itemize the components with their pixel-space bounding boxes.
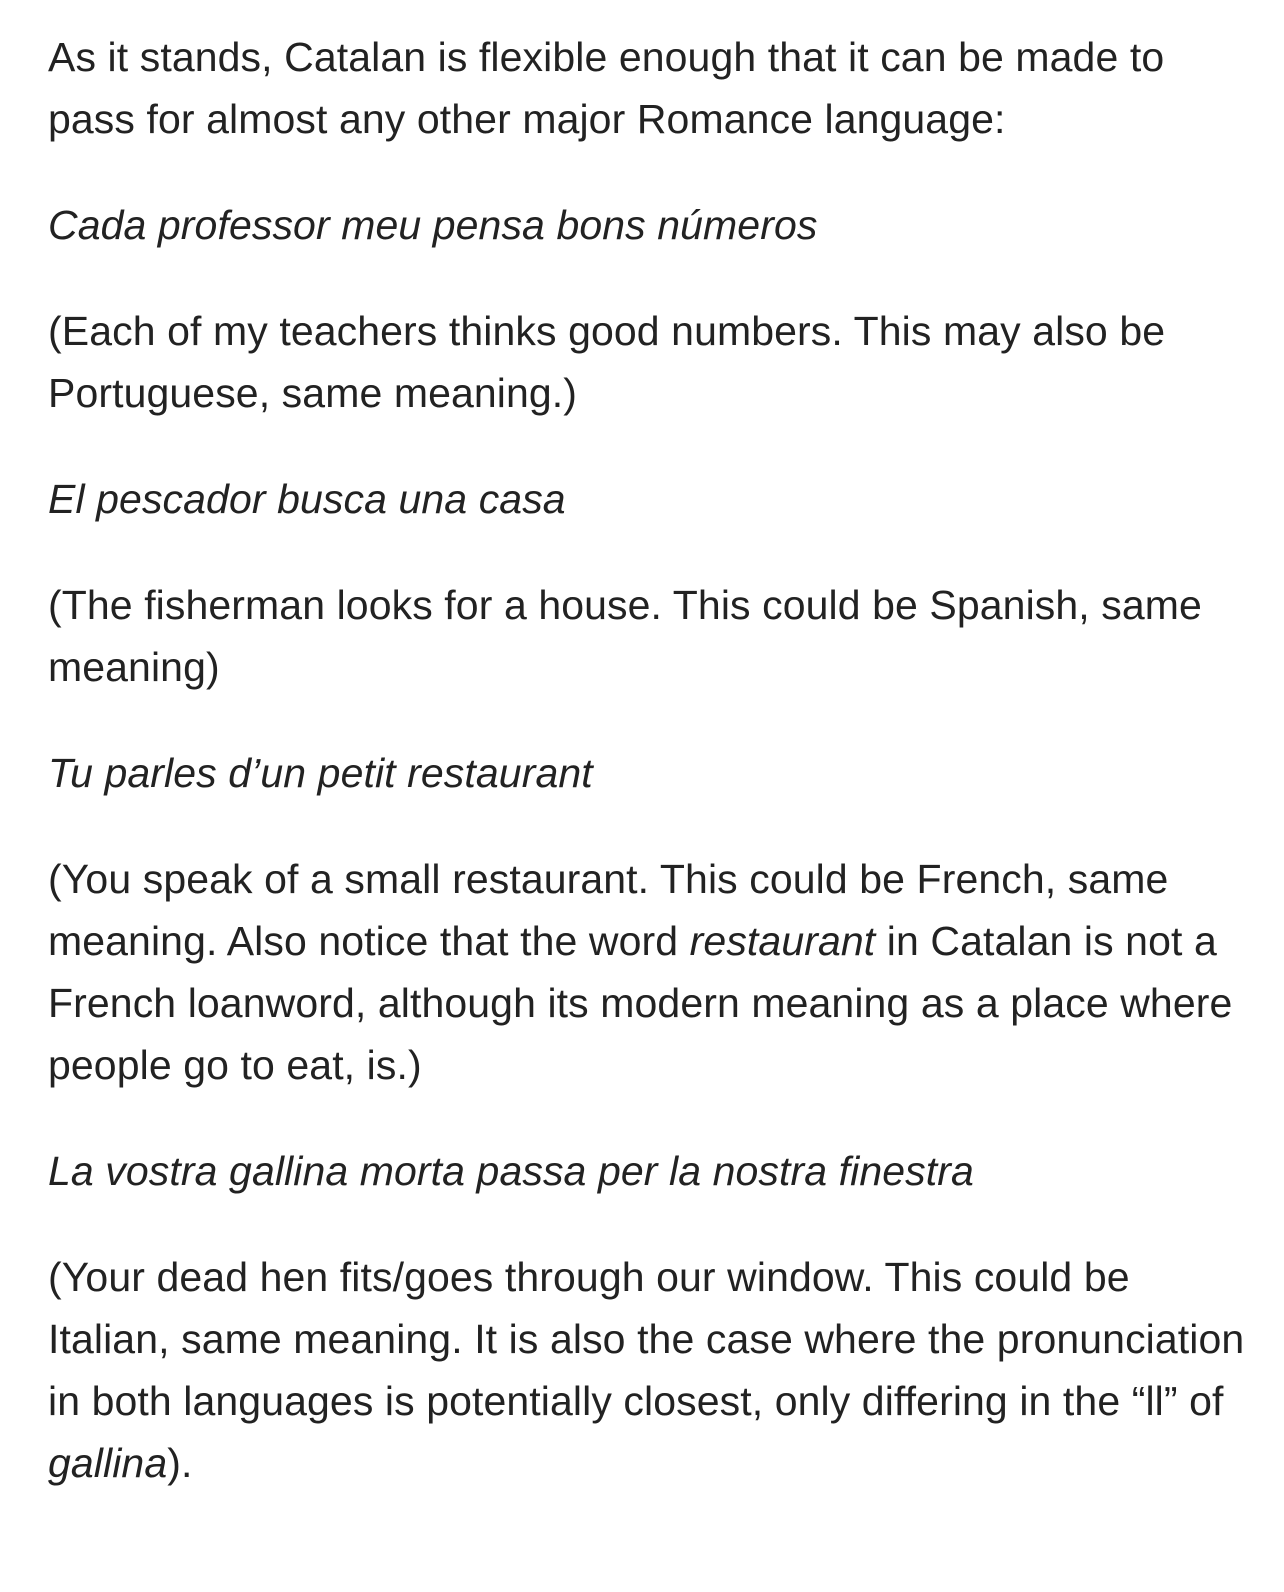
emphasized-word: gallina [48, 1440, 168, 1486]
example-sentence-italian: La vostra gallina morta passa per la nostra finestra [48, 1148, 974, 1194]
explanation-text: in Catalan is not a French loanword, although its modern meaning as a place where people go to eat, is.) [48, 918, 1233, 1088]
example-sentence-french: Tu parles d’un petit restaurant [48, 750, 593, 796]
example-explanation-french [48, 848, 1248, 1096]
intro-paragraph: As it stands, Catalan is flexible enough that it can be made to pass for almost any other major Romance language: [48, 34, 1165, 142]
example-sentence-portuguese: Cada professor meu pensa bons números [48, 202, 818, 248]
example-explanation-italian [48, 1246, 1248, 1494]
emphasized-word: restaurant [689, 918, 876, 964]
explanation-text: (Your dead hen fits/goes through our window. This could be Italian, same meaning. It is also the case where the pronunciation in both languages is potentially closest, only differing in the “ll” of [48, 1254, 1245, 1424]
example-sentence-spanish: El pescador busca una casa [48, 476, 566, 522]
explanation-text: ). [167, 1440, 193, 1486]
article-body [48, 26, 1248, 1538]
example-explanation-portuguese: (Each of my teachers thinks good numbers. This may also be Portuguese, same meaning.) [48, 308, 1166, 416]
explanation-text: (You speak of a small restaurant. This could be French, same meaning. Also notice that the word [48, 856, 1169, 964]
example-explanation-spanish: (The fisherman looks for a house. This could be Spanish, same meaning) [48, 582, 1202, 690]
